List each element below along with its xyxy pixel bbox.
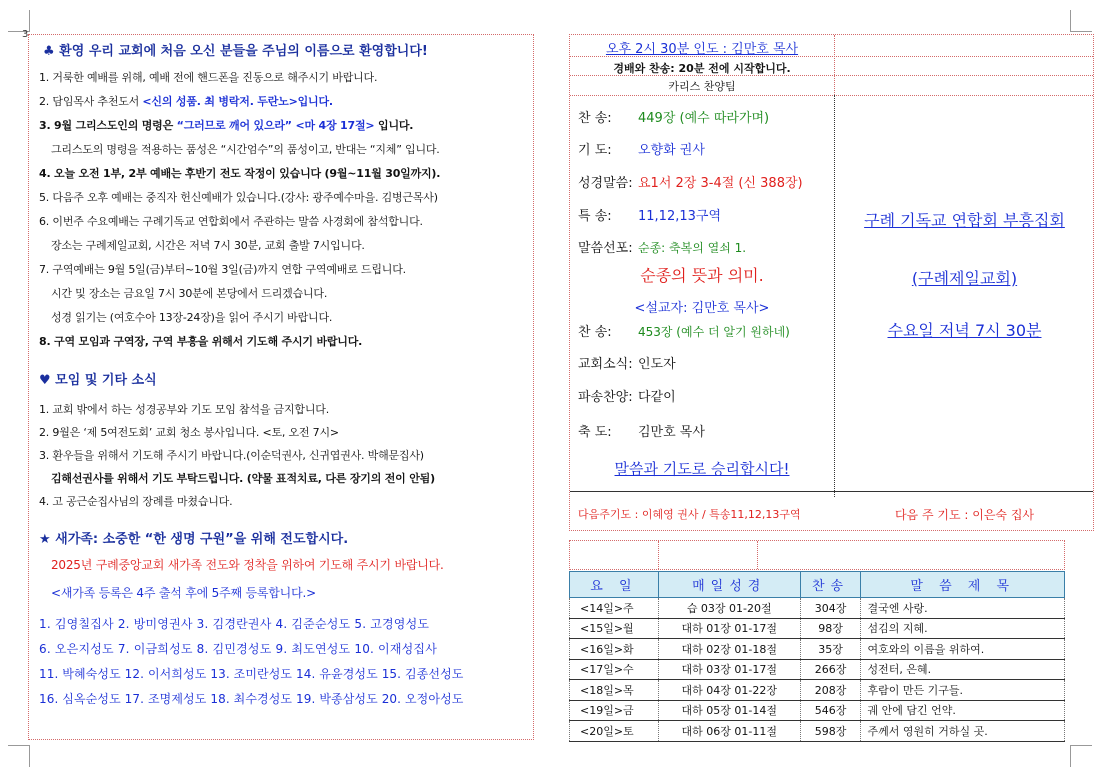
meeting-item: 3. 환우들을 위해서 기도해 주시기 바랍니다.(이순덕권사, 신귀엽권사. 박해문집사) — [39, 449, 424, 462]
order-special-song: 특 송: 11,12,13구역 — [578, 209, 722, 224]
day-cell: <18일>목 — [570, 680, 659, 701]
revival-place: (구례제일교회) — [911, 269, 1018, 288]
praise-team: 카리스 찬양팀 — [668, 80, 736, 93]
title-cell: 후람이 만든 기구들. — [861, 680, 1065, 701]
announcement-item: 5. 다음주 오후 예배는 중직자 헌신예배가 있습니다.(강사: 광주예수마을. 김병근목사) — [39, 191, 438, 204]
crop-mark — [1070, 10, 1092, 32]
crop-mark — [8, 745, 30, 767]
title-cell: 여호와의 이름을 위하여. — [861, 639, 1065, 660]
table-row — [570, 639, 1065, 660]
announcement-item: 2. 담임목사 추천도서 <신의 성품. 최 병락저. 두란노>입니다. — [39, 95, 333, 108]
title-cell: 성전터, 은혜. — [861, 659, 1065, 680]
daily-reading-table — [569, 571, 1065, 742]
hymn-cell: 266장 — [800, 659, 861, 680]
bible-reading-cell: 대하 05장 01-14절 — [658, 700, 800, 721]
table-row — [570, 721, 1065, 742]
day-cell: <17일>수 — [570, 659, 659, 680]
newcomers-prayer: 2025년 구례중앙교회 새가족 전도와 정착을 위하여 기도해 주시기 바랍니다. — [51, 558, 444, 572]
hymn-cell: 546장 — [800, 700, 861, 721]
announcement-item: 1. 거룩한 예배를 위해, 예배 전에 핸드폰을 진동으로 해주시기 바랍니다. — [39, 71, 378, 84]
announcement-item: 7. 구역예배는 9월 5일(금)부터~10월 3일(금)까지 연합 구역예배로 드립니다. — [39, 263, 406, 276]
hymn-cell: 98장 — [800, 618, 861, 639]
revival-time: 수요일 저녁 7시 30분 — [887, 321, 1042, 340]
bible-reading-cell: 대하 03장 01-17절 — [658, 659, 800, 680]
newcomers-heading: ★ 새가족: 소중한 “한 생명 구원”을 위해 전도합시다. — [39, 532, 349, 547]
divider — [570, 95, 1093, 96]
meeting-item: 김해선권사를 위해서 기도 부탁드립니다. (약물 표적치료, 다른 장기의 전이 안됨) — [51, 472, 435, 485]
announcement-item: 3. 9월 그리스도인의 명령은 “그러므로 깨어 있으라” <마 4장 17절> 입니다. — [39, 119, 414, 132]
bible-reading-cell: 습 03장 01-20절 — [658, 598, 800, 619]
day-cell: <19일>금 — [570, 700, 659, 721]
worship-subheader: 경배와 찬송: 20분 전에 시작합니다. — [613, 62, 791, 75]
next-week-prayer: 다음주기도 : 이혜영 권사 / 특송11,12,13구역 — [578, 508, 801, 521]
reading-table-topbar — [569, 540, 1065, 570]
table-row — [570, 700, 1065, 721]
worship-header: 오후 2시 30분 인도 : 김만호 목사 — [605, 42, 799, 57]
revival-title: 구례 기독교 연합회 부흥집회 — [864, 211, 1065, 230]
table-row — [570, 618, 1065, 639]
welcome-heading: ♣ 환영 우리 교회에 처음 오신 분들을 주님의 이름으로 환영합니다! — [43, 44, 428, 59]
meetings-heading: ♥ 모임 및 기타 소식 — [39, 373, 157, 388]
order-prayer: 기 도: 오향화 권사 — [578, 143, 705, 158]
announcement-item: 성경 읽기는 (여호수아 13장-24장)을 읽어 주시기 바랍니다. — [51, 311, 333, 324]
day-cell: <15일>월 — [570, 618, 659, 639]
order-sendoff-song: 파송찬양: 다같이 — [578, 390, 676, 405]
title-cell: 주께서 영원히 거하실 곳. — [861, 721, 1065, 742]
bible-reading-cell: 대하 02장 01-18절 — [658, 639, 800, 660]
announcement-item: 4. 오늘 오전 1부, 2부 예배는 후반기 전도 작정이 있습니다 (9월~11월 30일까지). — [39, 167, 441, 180]
column-header: 말 씀 제 목 — [861, 572, 1065, 598]
day-cell: <16일>화 — [570, 639, 659, 660]
announcement-item: 8. 구역 모임과 구역장, 구역 부흥을 위해서 기도해 주시기 바랍니다. — [39, 335, 363, 348]
table-row — [570, 659, 1065, 680]
column-header: 매일성경 — [658, 572, 800, 598]
divider — [570, 491, 1093, 492]
next-week-prayer-leader: 다음 주 기도 : 이은숙 집사 — [894, 508, 1035, 522]
newcomer-list-row: 6. 오은지성도 7. 이금희성도 8. 김민경성도 9. 최도연성도 10. 이재성집사 — [39, 642, 438, 656]
newcomer-list-row: 11. 박혜숙성도 12. 이서희성도 13. 조미란성도 14. 유윤경성도 15. 김종선성도 — [39, 667, 464, 681]
worship-order-panel — [569, 34, 1094, 531]
table-header-row — [570, 572, 1065, 598]
hymn-cell: 35장 — [800, 639, 861, 660]
hymn-cell: 208장 — [800, 680, 861, 701]
hymn-cell: 598장 — [800, 721, 861, 742]
closing-message: 말씀과 기도로 승리합시다! — [614, 460, 790, 478]
announcement-item: 시간 및 장소는 금요일 7시 30분에 본당에서 드리겠습니다. — [51, 287, 328, 300]
title-cell: 궤 안에 담긴 언약. — [861, 700, 1065, 721]
bible-reading-cell: 대하 06장 01-11절 — [658, 721, 800, 742]
column-header: 찬송 — [800, 572, 861, 598]
order-church-news: 교회소식: 인도자 — [578, 357, 676, 372]
divider — [834, 35, 835, 95]
order-hymn-1: 찬 송: 449장 (예수 따라가며) — [578, 111, 770, 126]
announcement-item: 그리스도의 명령을 적용하는 품성은 “시간엄수”의 품성이고, 반대는 “지체” 입니다. — [51, 143, 440, 156]
day-cell: <20일>토 — [570, 721, 659, 742]
sermon-title: 순종의 뜻과 의미. — [640, 266, 764, 285]
newcomer-list-row: 16. 심옥순성도 17. 조명제성도 18. 최수경성도 19. 박종삼성도 20. 오정아성도 — [39, 692, 464, 706]
crop-mark — [1070, 745, 1092, 767]
meeting-item: 4. 고 공근순집사님의 장례를 마쳤습니다. — [39, 495, 233, 508]
newcomers-registration: <새가족 등록은 4주 출석 후에 5주째 등록합니다.> — [51, 586, 316, 600]
title-cell: 결국엔 사랑. — [861, 598, 1065, 619]
bible-reading-cell: 대하 01장 01-17절 — [658, 618, 800, 639]
announcement-item: 6. 이번주 수요예배는 구례기독교 연합회에서 주관하는 말씀 사경회에 참석합니다. — [39, 215, 423, 228]
divider — [834, 95, 835, 497]
title-cell: 섬김의 지혜. — [861, 618, 1065, 639]
bible-reading-cell: 대하 04장 01-22장 — [658, 680, 800, 701]
newcomer-list-row: 1. 김영칠집사 2. 방미영권사 3. 김경란권사 4. 김준순성도 5. 고경영성도 — [39, 617, 430, 631]
announcement-item: 장소는 구례제일교회, 시간은 저녁 7시 30분, 교회 출발 7시입니다. — [51, 239, 365, 252]
page-number: 3 — [22, 29, 29, 40]
meeting-item: 2. 9월은 ‘제 5여전도회’ 교회 청소 봉사입니다. <토, 오전 7시> — [39, 426, 339, 439]
day-cell: <14일>주 — [570, 598, 659, 619]
order-benediction: 축 도: 김만호 목사 — [578, 425, 705, 440]
order-sermon: 말씀선포: 순종: 축복의 열쇠 1. — [578, 241, 747, 256]
table-row — [570, 680, 1065, 701]
announcements-panel — [28, 34, 534, 740]
order-scripture: 성경말씀: 요1서 2장 3-4절 (신 388장) — [578, 176, 803, 191]
hymn-cell: 304장 — [800, 598, 861, 619]
meeting-item: 1. 교회 밖에서 하는 성경공부와 기도 모임 참석을 금지합니다. — [39, 403, 329, 416]
table-row — [570, 598, 1065, 619]
order-hymn-2: 찬 송: 453장 (예수 더 알기 원하네) — [578, 325, 790, 340]
column-header: 요 일 — [570, 572, 659, 598]
preacher: <설교자: 김만호 목사> — [634, 301, 770, 316]
